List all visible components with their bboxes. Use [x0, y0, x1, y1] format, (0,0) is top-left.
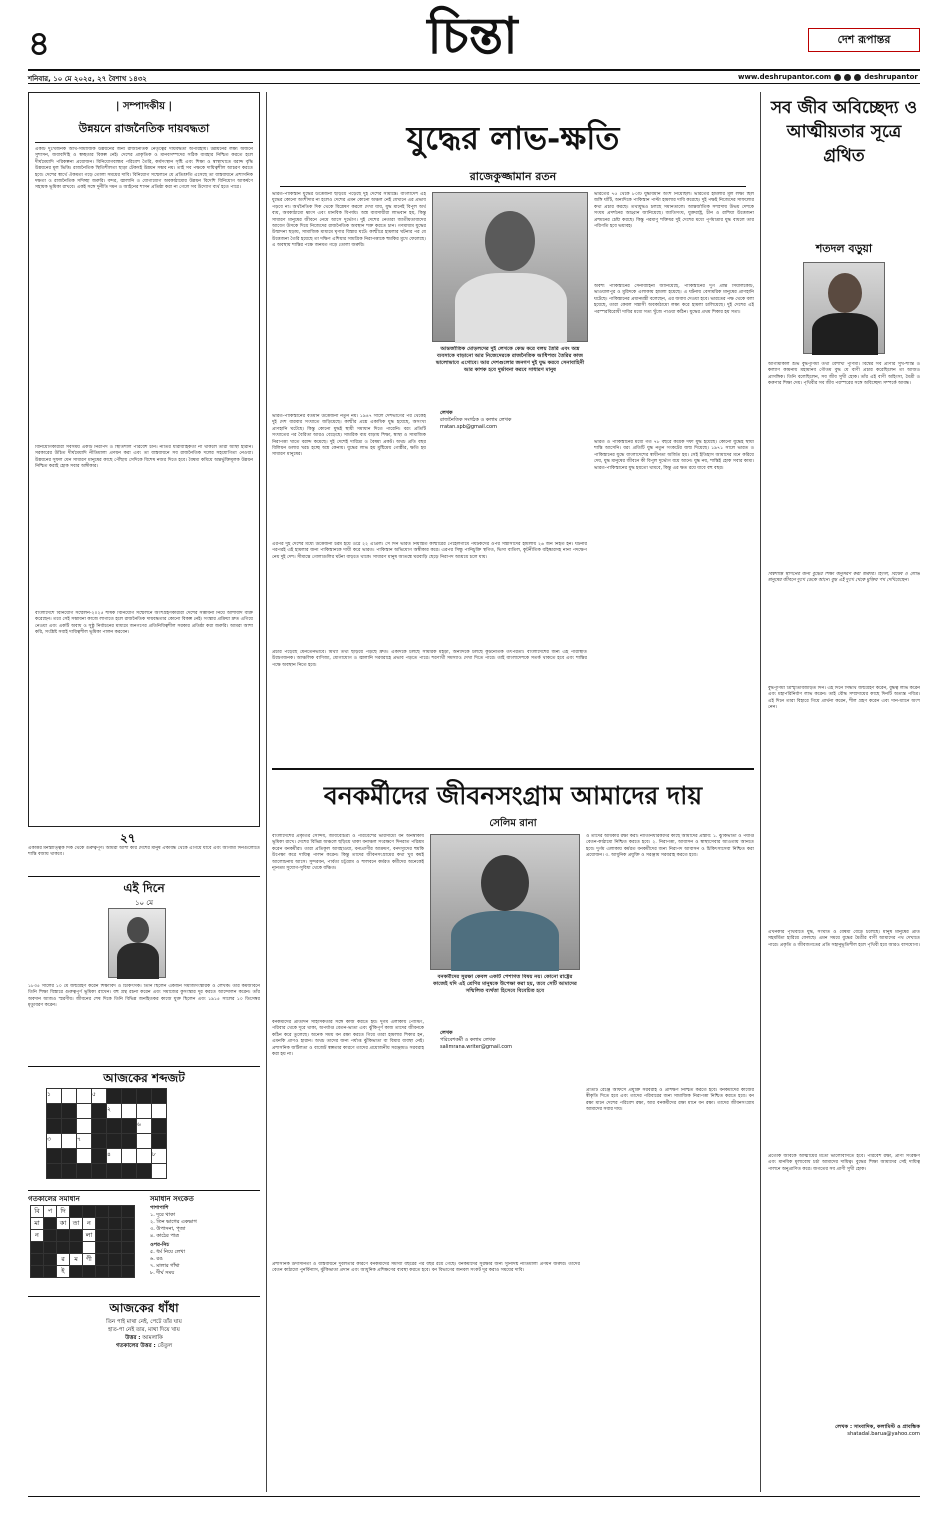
- war-col-3: ভারতের ৭৫ থেকে ৮০টি যুদ্ধবিমান অংশ নিয়েছিল। ভারতের হামলার মূল লক্ষ্য ছিল জঙ্গি ঘাঁটি, অন্যদিকে পাকিস্তান পাল্টা হামলার দাবি করেছে। দুই পক্ষই নিজেদের সাফল্যের কথা প্রচার করছে। তথ্যযুদ্ধও চলছে সমানতালে। আন্তর্জাতিক সম্প্রদায় উভয় দেশকে সংযম প্রদর্শনের আহ্বান জানিয়েছে। জাতিসংঘ, যুক্তরাষ্ট্র, চীন ও রাশিয়া উত্তেজনা প্রশমনের চেষ্টা করছে। কিন্তু পরমাণু শক্তিধর দুই দেশের মধ্যে পূর্ণমাত্রার যুদ্ধ বাধলে তার পরিণতি হবে ভয়াবহ।: [594, 192, 754, 230]
- forest-col-2: বনকর্মীদের প্রতিদিন সাহসিকতার সঙ্গে কাজ করতে হয়। দুর্গম এলাকায় পোস্টিং, পরিবার থেকে দূরে থাকা, অপর্যাপ্ত বেতন-ভাতা এবং ঝুঁকিপূর্ণ কাজ তাদের জীবনকে কঠিন করে তুলেছে। অনেক সময় বন রক্ষা করতে গিয়ে তারা হামলার শিকার হন, এমনকি প্রাণও হারান। অথচ তাদের জন্য পর্যাপ্ত ঝুঁকিভাতা বা বিমার ব্যবস্থা নেই। প্রশাসনিক জটিলতা ও বাজেট স্বল্পতার কারণে তাদের প্রয়োজনীয় সরঞ্জামও সরবরাহ করা হয় না।: [272, 1020, 424, 1058]
- crossword-grid: [46, 1088, 167, 1179]
- life-body-5: প্রত্যেক জীবকে আত্মীয়ের মতো ভালোবাসতে হবে। পরিবেশ রক্ষা, প্রাণী সংরক্ষণ এবং মানবিক মূল্যবোধ চর্চা আমাদের দায়িত্ব। বুদ্ধের শিক্ষা আমাদের সেই দায়িত্ব পালনে অনুপ্রাণিত করে। জগতের সব প্রাণী সুখী হোক।: [768, 1154, 920, 1172]
- forest-author-photo: [430, 834, 580, 970]
- war-pull-quote: আন্তর্জাতিক মোড়লদের দুই লেখকে কেন্দ্র করে বলয় তৈরি এবং অস্ত্র ব্যবসাকে বাড়ানো আর নিজেদেরকে রাজনৈতিক আধিপত্য তৈরির কাজ ভালোভাবে এগোবে। আর দেশগুলোর জনগণ দুই যুদ্ধ করবে সেনাবাহিনী আর কাশক হবে দুর্ভাবনা করবে সাধারণ মানুষ: [435, 346, 585, 373]
- forest-col-1: বাংলাদেশের প্রকৃতির সৌন্দর্য, জীববৈচিত্র্য ও পরিবেশের ভারসাম্যে বন অনস্বীকার্য ভূমিকা রাখে। দেশের বিভিন্ন অঞ্চলে ছড়িয়ে থাকা বনাঞ্চল সংরক্ষণে দিনরাত পরিশ্রম করেন বনকর্মীরা। তারা প্রতিকূল আবহাওয়া, বন্যপ্রাণীর আক্রমণ, বনদস্যুদের হুমকি উপেক্ষা করে দায়িত্ব পালন করেন। কিন্তু তাদের জীবনসংগ্রামের কথা খুব কমই আলোচনায় আসে। সুন্দরবন, পার্বত্য চট্টগ্রাম ও শালবনে কর্মরত কর্মীদের অনেকেই ন্যূনতম সুযোগ-সুবিধা থেকে বঞ্চিত।: [272, 834, 424, 872]
- war-author-role: রাজনৈতিক সংগঠক ও কলাম লেখক: [440, 417, 512, 423]
- across-hint: ১. দূরে থাকা: [150, 1212, 176, 1218]
- riddle-body: [28, 1318, 260, 1350]
- social-icon[interactable]: [854, 74, 861, 81]
- page-number: ৪: [28, 24, 51, 64]
- solution-cell: ণী: [83, 1254, 96, 1266]
- section-title: চিন্তা: [427, 6, 518, 65]
- clue-number: ২: [107, 1106, 111, 1113]
- riddle-line: তিন পাই মাথা নেই, পেটে তাঁর ঘায়: [106, 1319, 182, 1325]
- date-line: শনিবার, ১০ মে ২০২৫, ২৭ বৈশাখ ১৪৩২: [28, 75, 147, 83]
- website-line: [738, 73, 918, 81]
- crossword-title: আজকের শব্দজট: [103, 1071, 185, 1085]
- solution-cell: মা: [31, 1218, 44, 1230]
- war-article-title: যুদ্ধের লাভ-ক্ষতি: [406, 119, 620, 157]
- across-label: পাশাপাশি: [150, 1205, 169, 1211]
- life-body-3: বুদ্ধপূর্ণিমা ত্রিস্মৃতিবিজড়িত দিন। এই দিনে সিদ্ধার্থ জন্মগ্রহণ করেন, বুদ্ধত্ব লাভ করেন এবং মহাপরিনির্বাণ লাভ করেন। তাই বৌদ্ধ সম্প্রদায়ের কাছে দিনটি অত্যন্ত পবিত্র। এই দিনে তারা বিহারে গিয়ে প্রার্থনা করেন, শীল গ্রহণ করেন এবং দান-ধ্যানে অংশ নেন।: [768, 686, 920, 711]
- solution-grid: [30, 1205, 135, 1278]
- clue-number: ৭: [77, 1136, 81, 1143]
- solution-cell: ই: [57, 1266, 70, 1278]
- clue-number: ৮: [152, 1151, 156, 1158]
- across-hint: ৪. কাঠের পাত্র: [150, 1233, 179, 1239]
- clue-number: ৪: [107, 1151, 111, 1158]
- war-col-2: ভারত-পাকিস্তানের বর্তমান উত্তেজনা নতুন নয়। ১৯৪৭ সালে দেশভাগের পর থেকেই দুই দেশ বারবার সংঘাতে জড়িয়েছে। কাশ্মীর প্রশ্নে একাধিক যুদ্ধ হয়েছে, অসংখ্য প্রাণহানি ঘটেছে। কিন্তু কোনো যুদ্ধই স্থায়ী সমাধান দিতে পারেনি। বরং প্রতিটি সংঘাতের পর বৈরিতা আরও বেড়েছে। সামরিক ব্যয় বাড়ায় শিক্ষা, স্বাস্থ্য ও সামাজিক নিরাপত্তা খাতে বরাদ্দ কমেছে। দুই দেশেই দারিদ্র্য ও বৈষম্য প্রকট। অথচ প্রতি বছর বিলিয়ন ডলার খরচ হচ্ছে অস্ত্র কেনায়। যুদ্ধের লাভ হয় মুষ্টিমেয় গোষ্ঠীর, ক্ষতি হয় সাধারণ মানুষের।: [272, 414, 426, 458]
- crossword-cell[interactable]: [47, 1089, 62, 1104]
- crossword-cell[interactable]: [107, 1104, 122, 1119]
- life-author-email[interactable]: shatadal.barua@yahoo.com: [847, 1431, 920, 1437]
- riddle-rule: [28, 1296, 260, 1297]
- editorial-body: একটি দুঃখজনক আর্থ-সামাজিক উন্নয়নের জন্য রাজনৈতিক নেতৃত্বের দায়বদ্ধতা অপরিহার্য। উন্নয়নের লক্ষ্য অর্জনে সুশাসন, জবাবদিহি ও স্বচ্ছতার বিকল্প নেই। দেশের প্রাকৃতিক ও মানবসম্পদের সঠিক ব্যবহার নিশ্চিত করতে হলে দীর্ঘমেয়াদি পরিকল্পনা প্রয়োজন। বিনিয়োগবান্ধব পরিবেশ তৈরি, কর্মসংস্থান সৃষ্টি এবং শিক্ষা ও স্বাস্থ্যখাতে বরাদ্দ বৃদ্ধি উন্নয়নের মূল ভিত্তি। রাজনৈতিক স্থিতিশীলতা ছাড়া টেকসই উন্নয়ন সম্ভব নয়। তাই সব পক্ষকে দায়িত্বশীল আচরণ করতে হবে। দেশের স্বার্থে ঐকমত্য গড়ে তোলা সময়ের দাবি। বিনিয়োগ সম্মেলনে যে প্রতিশ্রুতি এসেছে তা বাস্তবায়নে প্রশাসনিক দক্ষতা ও রাজনৈতিক সদিচ্ছা জরুরি। বন্দর, জ্বালানি ও যোগাযোগ অবকাঠামোর উন্নয়ন বিদেশি বিনিয়োগ আকর্ষণে সহায়ক ভূমিকা রাখবে। একই সঙ্গে দুর্নীতি দমন ও আইনের শাসন প্রতিষ্ঠা করা না গেলে সব উদ্যোগ ব্যর্থ হতে পারে।: [35, 147, 253, 191]
- life-article-author: শতদল বড়ুয়া: [815, 242, 873, 255]
- forest-author-note: [440, 1030, 580, 1051]
- forest-author-role: পরিবেশকর্মী ও কলাম লেখক: [440, 1037, 496, 1043]
- solution-cell: লা: [83, 1230, 96, 1242]
- crossword-cell[interactable]: [77, 1134, 92, 1149]
- social-handle[interactable]: deshrupantor: [864, 73, 918, 81]
- brand-logo: [808, 28, 920, 52]
- forest-col-4: ও তাদের অধিকার রক্ষা করা। নীতিনির্ধারকদের কাছে আমাদের প্রস্তাব: ১. ঝুঁকিভাতা ও পর্যাপ্ত বেতন-কাঠামো নিশ্চিত করতে হবে। ২. নিরাপত্তা, আবাসন ও স্বাস্থ্যসেবার আওতায় আনতে হবে। দুর্গম এলাকায় কর্মরত বনকর্মীদের জন্য নিরাপদ আবাসন ও চিকিৎসাসেবা নিশ্চিত করা প্রয়োজন। ৩. আধুনিক প্রযুক্তি ও সরঞ্জাম সরবরাহ করতে হবে।: [586, 834, 754, 859]
- war-col-3b: অবশ্য পাকিস্তানের সেনাবাহিনী জানিয়েছে, পাকিস্তানের দুর্গ প্রান্ত সিয়ালকোট, ভাওয়ালপুর ও মুরিদকে এলাকায় হামলা হয়েছে। এ ঘটনায় বেসামরিক মানুষের প্রাণহানি ঘটেছে। পাকিস্তানের প্রধানমন্ত্রী বলেছেন, এর জবাব দেওয়া হবে। ভারতের পক্ষ থেকে বলা হয়েছে, তারা কেবল সন্ত্রাসী অবকাঠামো লক্ষ্য করে হামলা চালিয়েছে। দুই দেশের এই পরস্পরবিরোধী দাবির মধ্যে সত্য খুঁজে পাওয়া কঠিন। যুদ্ধের প্রথম শিকার হয় সত্য।: [594, 284, 754, 315]
- crossword-cell[interactable]: [137, 1119, 152, 1134]
- header-rule-bottom: [28, 83, 920, 84]
- life-body-4: এখনকার পৃথিবীতে যুদ্ধ, সংঘাত ও বৈষম্য বেড়ে চলেছে। মানুষ মানুষের প্রতি সহমর্মিতা হারিয়ে ফেলছে। এমন সময়ে বুদ্ধের মৈত্রীর বাণী আমাদের পথ দেখাতে পারে। প্রকৃতি ও জীবজগতের প্রতি সহানুভূতিশীল হলে পৃথিবী হবে আরও বাসযোগ্য।: [768, 930, 920, 948]
- forest-author-email[interactable]: salimrana.writer@gmail.com: [440, 1044, 513, 1050]
- forest-pull-quote: বনকর্মীদের সুরক্ষা কেবল একটি পেশাগত বিষয় নয়। কোনো রাষ্ট্রের কাজেই যদি এই শ্রেণির মানুষকে উপেক্ষা করা হয়, তবে সেটি আমাদের সম্মিলিত ব্যর্থতা হিসেবে বিবেচিত হবে: [433, 974, 577, 994]
- solution-rule: [28, 1190, 260, 1191]
- riddle-title: আজকের ধাঁধা: [109, 1301, 179, 1315]
- count-text: একাত্তর মনস্তাত্ত্বিক দিক থেকে গুরুত্বপূর্ণ। আমরা আশা করি দেশের মানুষ ঐক্যবদ্ধ থেকে এগিয়ে যাবে এবং আগামী দিনগুলোতে শান্তি বজায় থাকবে।: [28, 846, 260, 858]
- solution-cell: ন: [83, 1218, 96, 1230]
- war-article-author: রাজেকুজ্জামান রতন: [469, 170, 557, 183]
- riddle-line: হাত-পা নেই তার, মাথা দিয়ে খায়: [108, 1327, 180, 1333]
- this-day-title: এই দিনে: [123, 881, 165, 895]
- facebook-icon[interactable]: [834, 74, 841, 81]
- solution-title: গতকালের সমাধান: [28, 1195, 80, 1203]
- down-label: ওপর-নিচ: [150, 1242, 170, 1248]
- war-author-photo: [432, 192, 588, 342]
- solution-cell: ন: [31, 1230, 44, 1242]
- war-col-4: এরপর দুই দেশের মধ্যে উত্তেজনা চরম হয়ে ওঠে ২২ এপ্রিল। সে দিন ভারত নিয়ন্ত্রিত কাশ্মীরের পেহেলগামে পর্যটকদের ওপর সন্ত্রাসীদের হামলায় ২৬ জন নিহত হন। ঘটনার পরপরই এই হামলার জন্য পাকিস্তানকে দায়ী করে ভারত। পাকিস্তান অভিযোগ অস্বীকার করে। এরপর সিন্ধু পানিচুক্তি স্থগিত, ভিসা বাতিল, কূটনীতিক বহিষ্কারসহ নানা পদক্ষেপ নেয় দুই দেশ। সীমান্তে গোলাগুলির ঘটনা বাড়তে থাকে। সাধারণ মানুষ আতঙ্কে ঘরবাড়ি ছেড়ে নিরাপদ আশ্রয়ে চলে যায়।: [272, 542, 587, 560]
- solution-cell: র: [57, 1254, 70, 1266]
- riddle-answer: আমলাকি: [142, 1335, 163, 1341]
- solution-cell: কা: [57, 1218, 70, 1230]
- across-hint: ২. তিন ভাগের একভাগ: [150, 1219, 197, 1225]
- crossword-hints: [150, 1205, 260, 1277]
- down-hint: ৮. দীর্ঘ সময়: [150, 1270, 175, 1276]
- down-hint: ৭. মালার গাঁথা: [150, 1263, 180, 1269]
- war-col-1: ভারত-পাকিস্তান যুদ্ধের উত্তেজনা ছড়িয়ে পড়েছে দুই দেশের সীমান্তে। বাংলাদেশ এই যুদ্ধের কোনো অংশীদার না হলেও দেশের এমন কোনো অঞ্চল নেই যেখানে এর প্রভাব পড়বে না। অর্থনৈতিক দিক থেকে বিশ্লেষণ করলে দেখা যায়, যুদ্ধ মানেই বিপুল অর্থ ব্যয়, অবকাঠামো ধ্বংস এবং মানবিক বিপর্যয়। অস্ত্র ব্যবসায়ীরা লাভবান হয়, কিন্তু সাধারণ মানুষের জীবনে নেমে আসে দুর্ভোগ। দুই দেশের নেতারা জাতীয়তাবাদের আবেগ উসকে দিয়ে নিজেদের রাজনৈতিক অবস্থান শক্ত করতে চান। গণমাধ্যম যুদ্ধের উন্মাদনা ছড়ায়, সামাজিক মাধ্যমে ঘৃণার বিস্তার ঘটে। কাশ্মীরে হামলার ঘটনার পর যে উত্তেজনা তৈরি হয়েছে তা দক্ষিণ এশিয়ার সামগ্রিক নিরাপত্তাকে হুমকির মুখে ফেলেছে। এ অবস্থায় শান্তির পক্ষে জনমত গড়ে তোলা জরুরি।: [272, 192, 426, 249]
- life-body-2: বিশ্বশান্তি স্থাপনের জন্য বুদ্ধের শিক্ষা অনুসরণ করা জরুরি। হিংসা, বিদ্বেষ ও লোভ মানুষের জীবনে দুঃখ ডেকে আনে। বুদ্ধ এই দুঃখ থেকে মুক্তির পথ দেখিয়েছেন।: [768, 572, 920, 584]
- editorial-title: উন্নয়নে রাজনৈতিক দায়বদ্ধতা: [35, 120, 253, 143]
- forest-article-author: সেলিম রানা: [489, 818, 537, 829]
- solution-cell: প: [44, 1206, 57, 1218]
- down-hint: ৬. রঙ: [150, 1256, 163, 1262]
- across-hint: ৩. উপাসনা, পূজা: [150, 1226, 186, 1232]
- video-icon[interactable]: [844, 74, 851, 81]
- war-col-6: ভারত ও পাকিস্তানের মধ্যে গত ৭৮ বছরে কয়েক দফা যুদ্ধ হয়েছে। কোনো যুদ্ধেই স্থায়ী শান্তি আসেনি। বরং প্রতিটি যুদ্ধ নতুন সংকটের জন্ম দিয়েছে। ১৯৭১ সালে ভারত ও পাকিস্তানের যুদ্ধে বাংলাদেশের স্বাধীনতা অর্জিত হয়। সেই ইতিহাস আমাদের মনে করিয়ে দেয়, যুদ্ধ মানুষের জীবনে কী বিপুল দুর্ভোগ বয়ে আনে। যুদ্ধ নয়, শান্তিই হোক সবার কাম্য। ভারত-পাকিস্তানের যুদ্ধ হয়তো থামবে, কিন্তু এর ক্ষত রয়ে যাবে বহু বছর।: [594, 440, 754, 471]
- hints-title: সমাধান সংকেত: [150, 1195, 194, 1203]
- this-day-portrait: [108, 908, 166, 978]
- center-section-rule: [272, 768, 754, 770]
- riddle-answer-label: উত্তর :: [125, 1335, 141, 1341]
- crossword-rule: [28, 1066, 260, 1067]
- editorial-body-3: বাংলাদেশে বিনিয়োগ সম্মেলন-২০২৫ শীর্ষক বিনিয়োগ সম্মেলনে অংশগ্রহণকারীরা দেশের সম্ভাবনা নিয়ে আশাবাদ ব্যক্ত করেছেন। তবে সেই সম্ভাবনা কাজে লাগাতে হলে রাজনৈতিক দায়বদ্ধতার কোনো বিকল্প নেই। সংস্কার প্রক্রিয়া দ্রুত এগিয়ে নেওয়া এবং একটি অবাধ ও সুষ্ঠু নির্বাচনের মাধ্যমে জনগণের প্রতিনিধিত্বশীল সরকার প্রতিষ্ঠা করা জরুরি। আমরা আশা করি, সংশ্লিষ্ট সবাই দায়িত্বশীল ভূমিকা পালন করবেন।: [35, 611, 253, 636]
- war-author-rule: [280, 186, 746, 187]
- crossword-cell[interactable]: [92, 1089, 107, 1104]
- forest-article-title: বনকর্মীদের জীবনসংগ্রাম আমাদের দায়: [323, 781, 703, 810]
- crossword-cell[interactable]: [152, 1149, 167, 1164]
- forest-col-3: প্রশাসনিক উদাসীনতা ও বাস্তবায়নে দুর্বলতার কারণে বনকর্মীদের সমস্যা বছরের পর বছর রয়ে গেছে। বনকর্মীদের সুরক্ষার জন্য সুনির্দিষ্ট নীতিমালা প্রণয়ন জরুরি। তাদের বেতন কাঠামো পুনর্বিন্যাস, ঝুঁকিভাতা প্রদান এবং আধুনিক প্রশিক্ষণের ব্যবস্থা করতে হবে। বন বিভাগের জনবল সংকট দূর করাও সময়ের দাবি।: [272, 1262, 580, 1274]
- solution-cell: দি: [57, 1206, 70, 1218]
- editorial-box: [28, 92, 260, 827]
- war-author-note: [440, 410, 580, 431]
- riddle-prev-label: গতকালের উত্তর :: [115, 1343, 156, 1349]
- crossword-cell[interactable]: [47, 1134, 62, 1149]
- solution-cell: বি: [31, 1206, 44, 1218]
- solution-cell: ম: [70, 1254, 83, 1266]
- life-author-photo: [803, 262, 885, 354]
- clue-number: ৫: [92, 1091, 96, 1098]
- down-hint: ৫. ধর্ম নিয়ে লেখা: [150, 1249, 186, 1255]
- this-day-rule: [28, 876, 260, 877]
- forest-author-note-label: লেখক: [440, 1030, 453, 1036]
- life-author-note: [768, 1424, 920, 1438]
- solution-cell: তা: [70, 1218, 83, 1230]
- header-rule: [28, 69, 920, 71]
- website-link[interactable]: www.deshrupantor.com: [738, 73, 832, 81]
- life-article-title: সব জীব অবিচ্ছেদ্য ও আত্মীয়তার সূত্রে গ্রথিত: [770, 98, 918, 166]
- clue-number: ১: [47, 1091, 51, 1098]
- brand-name: দেশ রূপান্তর: [837, 32, 891, 46]
- riddle-prev-answer: তেঁতুল: [157, 1343, 173, 1349]
- war-author-note-label: লেখক: [440, 410, 453, 416]
- war-author-email[interactable]: rratan.spb@gmail.com: [440, 424, 497, 430]
- this-day-date: ১০ মে: [134, 899, 154, 907]
- life-author-role: লেখক : সাংবাদিক, কলামিস্ট ও প্রাবন্ধিক: [835, 1424, 920, 1430]
- count-number: ২৭: [120, 831, 136, 845]
- crossword-cell[interactable]: [107, 1149, 122, 1164]
- this-day-body: ১৮৩৫ সালের ১০ মে জন্মগ্রহণ করেন শিক্ষাবিদ ও চিকিৎসক। তিনি ছিলেন একজন সমাজসংস্কারক ও লেখক। তাঁর কর্মজীবনে তিনি শিক্ষা বিস্তারে গুরুত্বপূর্ণ ভূমিকা রাখেন। বহু গ্রন্থ রচনা করেন এবং সমাজের কুসংস্কার দূর করতে আন্দোলন করেন। তাঁর অবদান আজও স্মরণীয়। জীবনের শেষ দিকে তিনি বিভিন্ন জনহিতকর কাজে যুক্ত ছিলেন এবং ১৯১৫ সালের ১০ ডিসেম্বর মৃত্যুবরণ করেন।: [28, 984, 260, 1009]
- column-divider-right: [760, 92, 761, 1492]
- clue-number: ৩: [47, 1136, 51, 1143]
- column-divider-left: [266, 92, 267, 1492]
- forest-col-5: প্রতিটি রেঞ্জে অফিসে প্রযুক্তি সরবরাহ ও প্রশিক্ষণ নিশ্চিত করতে হবে। বনকর্মীদের কাজের স্বীকৃতি দিতে হবে এবং তাদের পরিবারের জন্য সামাজিক নিরাপত্তা নিশ্চিত করতে হবে। বন রক্ষা মানে দেশের পরিবেশ রক্ষা, আর বনকর্মীদের রক্ষা মানে বন রক্ষা। তাদের জীবনসংগ্রাম আমাদের সবার দায়।: [586, 1088, 754, 1113]
- editorial-body-2: বিনিয়োগকারীরা সবসময় একটি নিরাপদ ও স্থিতিশীল পরিবেশ চান। নীতির ধারাবাহিকতা না থাকলে তারা আস্থা হারান। সরকারের উচিত দীর্ঘমেয়াদি নীতিমালা প্রণয়ন করা এবং তা বাস্তবায়নে সব রাজনৈতিক দলের সহযোগিতা নেওয়া। উন্নয়নের সুফল যেন সাধারণ মানুষের কাছে পৌঁছায় সেদিকে বিশেষ নজর দিতে হবে। বৈষম্য কমিয়ে অন্তর্ভুক্তিমূলক উন্নয়ন নিশ্চিত করাই হোক সবার অঙ্গীকার।: [35, 445, 253, 470]
- clue-number: ৬: [137, 1121, 141, 1128]
- editorial-kicker: | সম্পাদকীয় |: [115, 101, 173, 112]
- war-col-5: প্রচার পড়েছে যেনতেনভাবে। মিথ্যা তথ্য ছড়িয়ে পড়ছে দ্রুত। একদিকে চলছে সামরিক মহড়া, অন্যদিকে চলছে কূটনৈতিক তৎপরতা। বাংলাদেশের জন্য এই পরিস্থিতি উদ্বেগজনক। আঞ্চলিক বাণিজ্য, যোগাযোগ ও জ্বালানি সরবরাহে প্রভাব পড়তে পারে। শরণার্থী সমস্যাও দেখা দিতে পারে। তাই বাংলাদেশকে সতর্ক থাকতে হবে এবং শান্তির পক্ষে অবস্থান নিতে হবে।: [272, 650, 587, 668]
- life-body-1: আগামীকাল শুভ বুদ্ধপূর্ণিমা তথা বৈশাখী পূর্ণিমা। বিশ্বের সব প্রাণীর সুখ-শান্তি ও কল্যাণ কামনায় মহামানব গৌতম বুদ্ধ যে বাণী প্রচার করেছিলেন তা আজও প্রাসঙ্গিক। তিনি বলেছিলেন, সব জীব সুখী হোক। তাঁর এই বাণী অহিংসা, মৈত্রী ও করুণার শিক্ষা দেয়। পৃথিবীর সব জীব পরস্পরের সঙ্গে অবিচ্ছেদ্য সম্পর্কে আবদ্ধ।: [768, 362, 920, 387]
- footer-rule: [28, 1496, 920, 1497]
